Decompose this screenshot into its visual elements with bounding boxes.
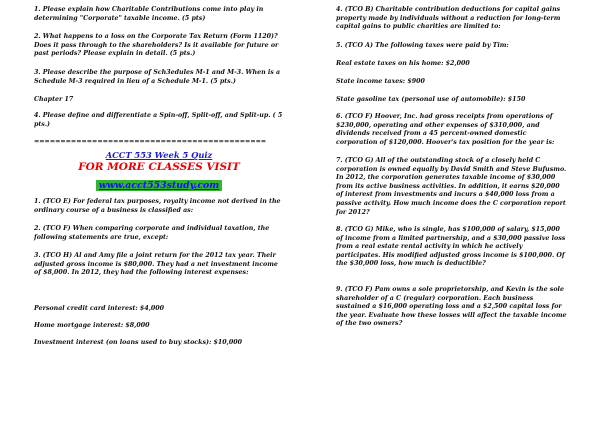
tax-item-1: Real estate taxes on his home: $2,000 xyxy=(336,60,470,67)
quiz-question-3: 3. (TCO H) Al and Amy file a joint return for the 2012 tax year. Their adjusted gross income is $80,000. They had a net investment income of $8,000. In 2012, they had the following interest expenses: xyxy=(34,252,278,277)
essay-question-1: 1. Please explain how Charitable Contributions come into play in determining "Corporate" taxable income. (5 pts) xyxy=(34,6,264,22)
quiz-question-2: 2. (TCO F) When comparing corporate and individual taxation, the following statements are true, except: xyxy=(34,225,270,241)
quiz-question-6: 6. (TCO F) Hoover, Inc. had gross receipts from operations of $230,000, operating and other expenses of $310,000, and dividends received from a 45 percent-owned domestic corporation of $120,000. Hoover's tax position for the year is: xyxy=(336,113,555,146)
quiz-question-1: 1. (TCO E) For federal tax purposes, royalty income not derived in the ordinary course of a business is classified as: xyxy=(34,198,281,214)
quiz-question-8: 8. (TCO G) Mike, who is single, has $100,000 of salary, $15,000 of income from a limited partnership, and a $30,000 passive loss from a real estate rental activity in which he actively participates. His modified adjusted gross income is $100,000. Of the $30,000 loss, how much is deductible? xyxy=(336,226,566,268)
website-link[interactable]: www.acct553study.com xyxy=(96,180,222,191)
promo-heading: FOR MORE CLASSES VISIT xyxy=(78,161,240,173)
quiz-title-link[interactable]: ACCT 553 Week 5 Quiz xyxy=(105,150,213,160)
quiz-question-4: 4. (TCO B) Charitable contribution deductions for capital gains property made by individuals without a reduction for long-term capital gains to public charities are limited to: xyxy=(336,6,561,31)
tax-item-3: State gasoline tax (personal use of automobile): $150 xyxy=(336,96,526,103)
essay-question-3: 3. Please describe the purpose of Sch3edules M-1 and M-3. When is a Schedule M-3 required in lieu of a Schedule M-1. (5 pts.) xyxy=(34,69,281,85)
chapter-heading: Chapter 17 xyxy=(34,96,74,103)
interest-expense-2: Home mortgage interest: $8,000 xyxy=(34,322,150,329)
website-line xyxy=(34,180,284,192)
quiz-question-7: 7. (TCO G) All of the outstanding stock of a closely held C corporation is owned equally by David Smith and Steve Bufusmo. In 2012, the corporation generates taxable income of $30,000 from its active business activities. In addition, it earns $20,000 of interest from investments and incurs a $40,000 loss from a passive activity. How much income does the C corporation report for 2012? xyxy=(336,157,567,216)
interest-expense-3: Investment interest (on loans used to buy stocks): $10,000 xyxy=(34,339,243,346)
tax-item-2: State income taxes: $900 xyxy=(336,78,425,85)
quiz-question-5: 5. (TCO A) The following taxes were paid by Tim: xyxy=(336,42,509,49)
quiz-title-line xyxy=(34,151,284,162)
essay-question-4: 4. Please define and differentiate a Spin-off, Split-off, and Split-up. ( 5 pts.) xyxy=(34,112,283,128)
separator-line: ============================================ xyxy=(34,138,267,145)
essay-question-2: 2. What happens to a loss on the Corporate Tax Return (Form 1120)? Does it pass through to the shareholders? Is it available for future or past periods? Please explain in detail. (5 pts.) xyxy=(34,33,279,58)
interest-expense-1: Personal credit card interest: $4,000 xyxy=(34,305,165,312)
quiz-question-9: 9. (TCO F) Pam owns a sole proprietorship, and Kevin is the sole shareholder of a C (regular) corporation. Each business sustained a $16,000 operating loss and a $2,500 capital loss for the year. Evaluate how these losses will affect the taxable income of the two owners? xyxy=(336,286,567,328)
